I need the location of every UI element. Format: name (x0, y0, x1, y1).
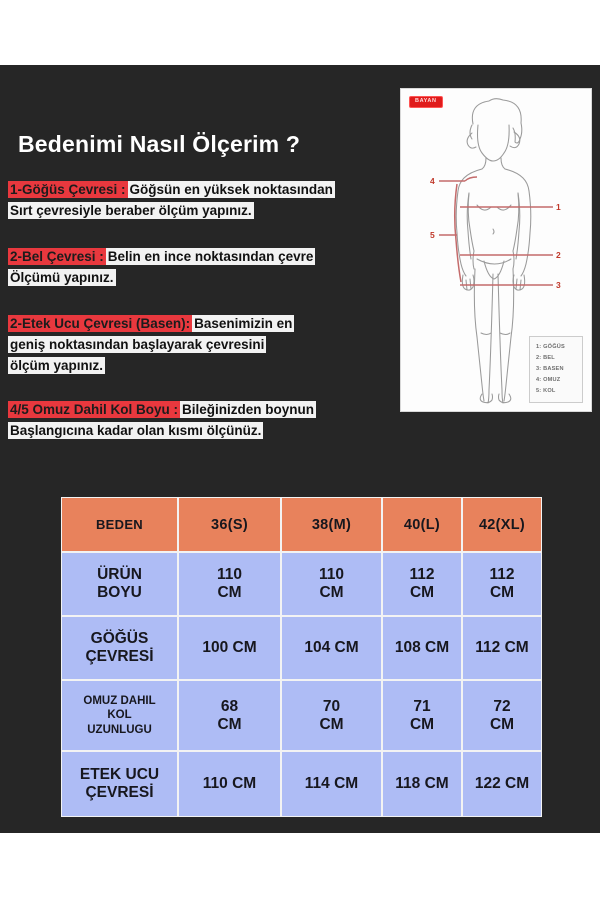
marker-3: 3 (556, 280, 561, 290)
legend-item-basen: 3: BASEN (536, 366, 564, 373)
table-row (61, 680, 542, 751)
cell-etek-40l: 118 CM (382, 751, 462, 817)
instruction-text-waist-line1: Belin en ince noktasından çevre (107, 249, 314, 264)
marker-2: 2 (556, 250, 561, 260)
legend-item-bel: 2: BEL (536, 355, 555, 362)
row-label-omuz-dahil-kol (61, 680, 178, 751)
instruction-text-sleeve-line2: Başlangıcına kadar olan kısmı ölçünüz. (10, 423, 262, 439)
cell-gogus-38m: 104 CM (281, 616, 382, 680)
page-title: Bedenimi Nasıl Ölçerim ? (18, 131, 301, 157)
table-row (61, 552, 542, 616)
legend-item-kol: 5: KOL (536, 388, 556, 395)
cell-kol-36s: 68 CM (178, 680, 281, 751)
row-label-etek-ucu-cevresi (61, 751, 178, 817)
instruction-block-sleeve (8, 400, 404, 440)
table-header-beden: BEDEN (61, 497, 178, 552)
cell-kol-42xl: 72 CM (462, 680, 542, 751)
marker-1: 1 (556, 202, 561, 212)
instruction-block-hip (8, 314, 404, 375)
marker-5: 5 (430, 230, 435, 240)
instruction-block-waist (8, 247, 404, 287)
row-label-line1: GÖĞÜS (90, 630, 149, 648)
instruction-text-chest-line2: Sırt çevresiyle beraber ölçüm yapınız. (10, 203, 252, 219)
legend-item-omuz: 4: OMUZ (536, 377, 561, 384)
row-label-line1: ETEK UCU (79, 766, 160, 784)
table-header-40l: 40(L) (382, 497, 462, 552)
instruction-text-hip-line3: ölçüm yapınız. (10, 358, 104, 374)
cell-etek-42xl: 122 CM (462, 751, 542, 817)
table-header-36s: 36(S) (178, 497, 281, 552)
instruction-text-chest-line1: Göğsün en yüksek noktasından (129, 182, 333, 197)
cell-urun-boyu-42xl: 112 CM (462, 552, 542, 616)
row-label-line2: BOYU (97, 584, 142, 601)
body-measurement-diagram (400, 88, 592, 412)
cell-gogus-36s: 100 CM (178, 616, 281, 680)
legend-item-gogus: 1: GÖĞÜS (536, 344, 565, 351)
cell-gogus-42xl: 112 CM (462, 616, 542, 680)
row-label-line3: UZUNLUGU (87, 723, 152, 736)
instruction-text-waist-line2: Ölçümü yapınız. (10, 270, 114, 286)
diagram-legend (529, 336, 583, 403)
bayan-tag: BAYAN (409, 96, 443, 108)
instruction-text-sleeve-line1: Bileğinizden boynun (182, 402, 315, 417)
instruction-text-hip-line2: geniş noktasından başlayarak çevresini (10, 337, 265, 353)
cell-etek-38m: 114 CM (281, 751, 382, 817)
table-header-row (61, 497, 542, 552)
cell-kol-38m: 70 CM (281, 680, 382, 751)
row-label-line2: ÇEVRESİ (85, 784, 154, 801)
table-header-42xl: 42(XL) (462, 497, 542, 552)
cell-urun-boyu-38m: 110 CM (281, 552, 382, 616)
cell-gogus-40l: 108 CM (382, 616, 462, 680)
cell-urun-boyu-40l: 112 CM (382, 552, 462, 616)
instruction-block-chest (8, 180, 404, 220)
row-label-line2: KOL (107, 709, 132, 722)
cell-etek-36s: 110 CM (178, 751, 281, 817)
instruction-label-waist: 2-Bel Çevresi : (10, 249, 104, 264)
table-row (61, 751, 542, 817)
row-label-line2: ÇEVRESİ (85, 648, 154, 665)
marker-4: 4 (430, 176, 435, 186)
instruction-text-hip-line1: Basenimizin en (194, 316, 293, 331)
cell-kol-40l: 71 CM (382, 680, 462, 751)
row-label-line1: ÜRÜN (97, 566, 142, 584)
table-header-38m: 38(M) (281, 497, 382, 552)
instruction-label-hip: 2-Etek Ucu Çevresi (Basen): (10, 316, 191, 331)
row-label-urun-boyu (61, 552, 178, 616)
row-label-line1: OMUZ DAHIL (83, 694, 156, 707)
size-chart-table (61, 497, 542, 817)
row-label-gogus-cevresi (61, 616, 178, 680)
cell-urun-boyu-36s: 110 CM (178, 552, 281, 616)
table-row (61, 616, 542, 680)
instruction-label-chest: 1-Göğüs Çevresi : (10, 182, 126, 197)
instruction-label-sleeve: 4/5 Omuz Dahil Kol Boyu : (10, 402, 179, 417)
